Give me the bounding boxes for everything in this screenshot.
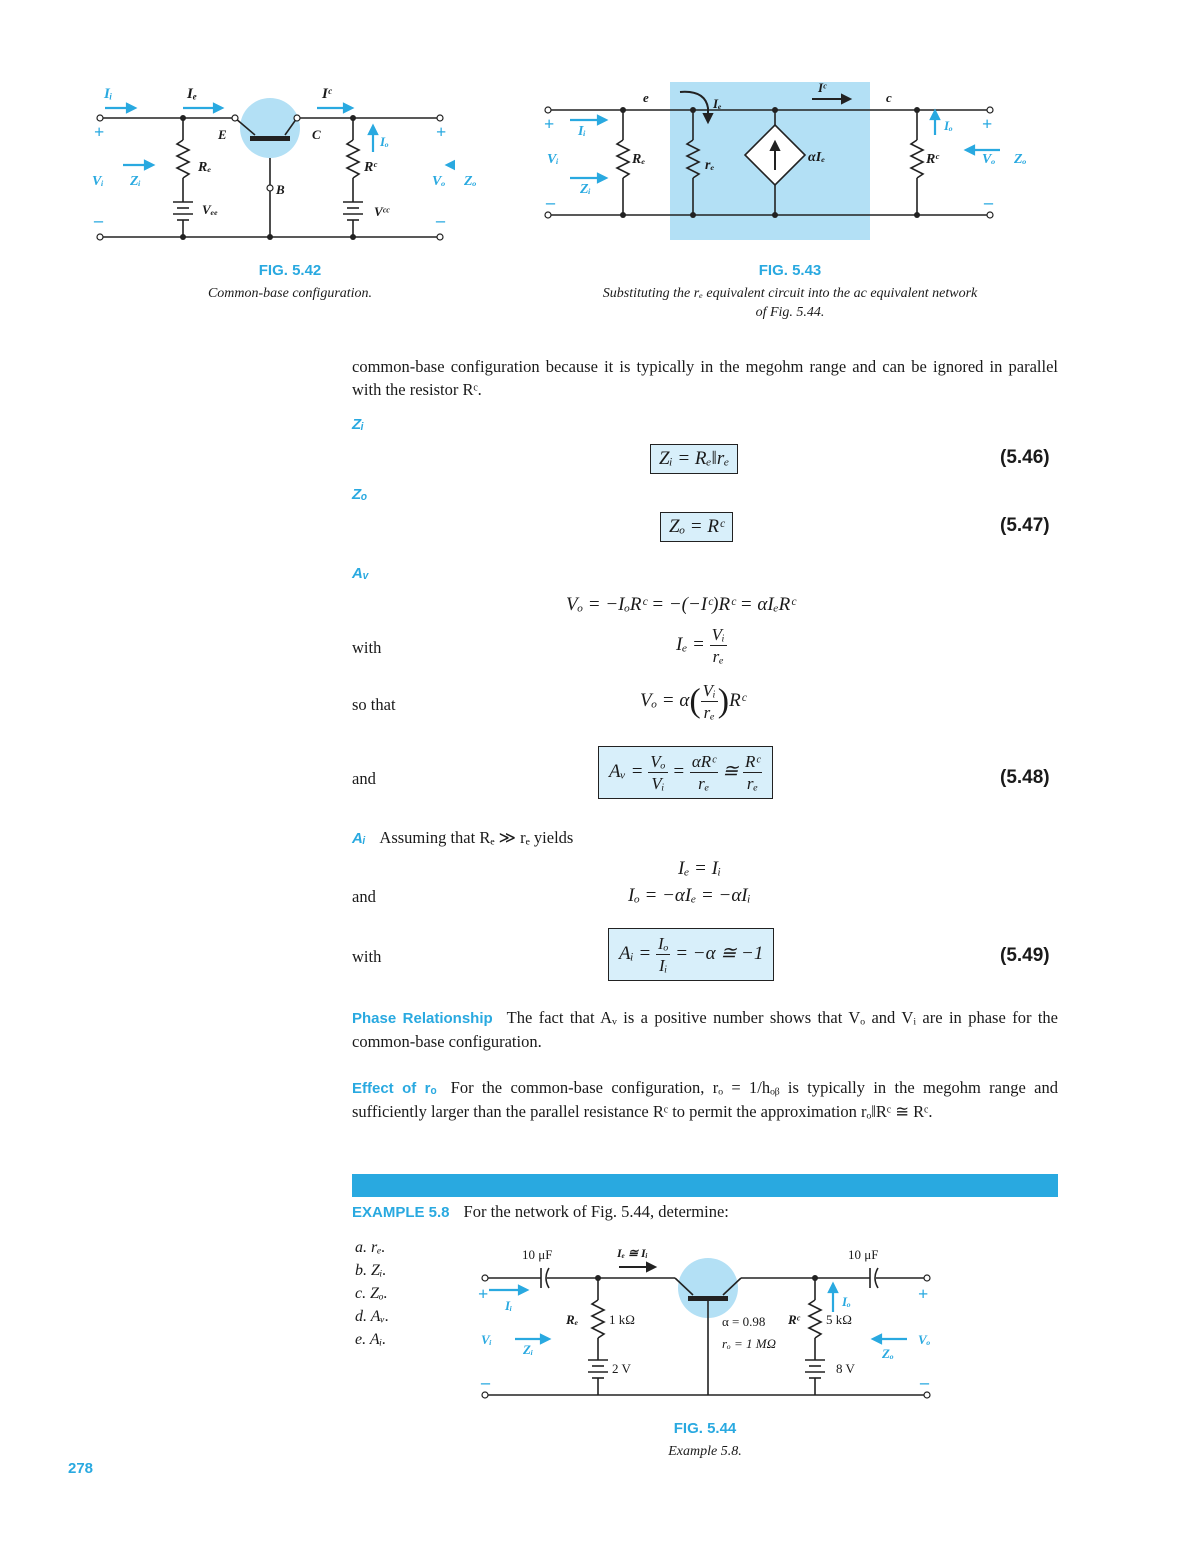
eq-5-48-number: (5.48) [1000,767,1050,788]
ai-line [352,828,573,848]
fig-5-42-re: Rₑ [198,160,212,175]
fig-5-43-e-label: e [643,90,649,105]
part-a: a. rₑ. [355,1239,386,1256]
zi-equation: Zᵢ = Rₑ‖rₑ [650,444,738,474]
phase-text: The fact that Aᵥ is a positive number shows that Vₒ and Vᵢ are in phase for the common-base configuration. [352,1008,1058,1051]
fig-5-44-ro: rₒ = 1 MΩ [722,1336,777,1351]
fig-5-44-diagram [475,1250,945,1415]
fig-5-44-io: Iₒ [842,1294,851,1309]
fig-5-43-re: Rₑ [632,152,646,167]
zi-heading: Zᵢ [352,416,364,433]
phase-paragraph [352,1006,1058,1053]
fig-5-43-vo: Vₒ [982,152,996,167]
fig-5-42-rc: Rᶜ [364,160,377,175]
effect-heading: Effect of rₒ [352,1080,437,1097]
part-d: d. Aᵥ. [355,1308,389,1325]
effect-text: For the common-base configuration, rₒ = 1/hₒᵦ is typically in the megohm range and sufficiently larger than the parallel resistance Rᶜ to permit the approximation rₒ‖Rᶜ ≅ Rᶜ. [352,1078,1058,1121]
fig-5-44-ii: Iᵢ [505,1298,513,1313]
av-frac-2-den: rₑ [698,774,710,793]
fig-5-43-alpha-ie: αIₑ [808,150,826,165]
av-equation-2 [676,624,727,667]
fig-5-44-zo: Zₒ [882,1346,894,1361]
eq3-fraction [701,680,718,723]
av-and-label: and [352,769,376,788]
fig-5-42-zo: Zₒ [464,174,477,189]
part-e: e. Aᵢ. [355,1331,387,1348]
ai-text: Assuming that Rₑ ≫ rₑ yields [379,828,574,847]
fig-5-44-ie-approx: Iₑ ≅ Iᵢ [617,1246,648,1260]
example-prompt: For the network of Fig. 5.44, determine: [463,1202,729,1221]
phase-heading: Phase Relationship [352,1010,493,1027]
fig-5-42-minus-right: – [436,210,445,230]
fig-5-44-minus-right: – [920,1372,929,1392]
example-parts [355,1236,389,1351]
page-number: 278 [68,1460,94,1477]
eq3-num: Vᵢ [702,681,716,700]
fig-5-44-re: Rₑ [566,1312,579,1327]
av-equation-3: Vₒ = α( $\frac{\text{Vᵢ}}{\text{rₑ}}$ )Rᶜ [640,681,746,722]
example-label: EXAMPLE 5.8 [352,1204,450,1221]
fig-5-44-caption: Example 5.8. [668,1444,742,1459]
eq2-den: rₑ [712,647,724,666]
fig-5-42-i-c: Iᶜ [322,86,332,102]
eq3-den: rₑ [703,703,715,722]
fig-5-43-c-label: c [886,90,892,105]
fig-5-43-io: Iₒ [944,118,953,133]
zo-equation: Zₒ = Rᶜ [660,512,733,542]
av-frac-3-den: rₑ [746,774,758,793]
av-heading: Aᵥ [352,565,369,582]
fig-5-42-io: Iₒ [380,134,389,149]
fig-5-44-re-val: 1 kΩ [609,1312,635,1327]
av-equation-1: Vₒ = −IₒRᶜ = −(−Iᶜ)Rᶜ = αIₑRᶜ [566,594,796,615]
fig-5-42-diagram [85,80,455,250]
fig-5-44-rc: Rᶜ [788,1312,800,1327]
example-header [352,1202,729,1222]
fig-5-43-plus-left: + [544,114,555,134]
av-frac-1 [648,751,667,794]
fig-5-44-plus-left: + [478,1284,489,1304]
eq-5-46-number: (5.46) [1000,447,1050,468]
ai-and-label: and [352,887,376,906]
fig-5-44-zi: Zᵢ [523,1342,534,1357]
av-frac-1-den: Vᵢ [651,774,665,793]
fig-5-43-zo: Zₒ [1014,152,1027,167]
fig-5-43-ii: Iᵢ [578,124,586,139]
fig-5-44-alpha: α = 0.98 [722,1314,766,1329]
fig-5-42-caption: Common-base configuration. [207,286,373,301]
ai-equation-3 [608,928,774,981]
ai-rhs: = −α ≅ −1 [675,942,764,964]
fig-5-43-minus-left: – [546,192,555,212]
fig-5-42-i-e: Iₑ [187,86,197,102]
fig-5-42-plus-left: + [94,122,105,142]
fig-5-43-plus-right: + [982,114,993,134]
av-frac-2 [690,751,718,794]
fig-5-42-c-label: C [312,127,321,142]
fig-5-42-zi: Zᵢ [130,174,141,189]
fig-5-44-vee: 2 V [612,1361,631,1376]
fig-5-43-caption-line1: Substituting the rₑ equivalent circuit into the ac equivalent network [602,286,978,301]
fig-5-44-minus-left: – [481,1372,490,1392]
ai-frac-num: Iₒ [657,934,669,953]
part-b: b. Zᵢ. [355,1262,387,1279]
effect-paragraph [352,1076,1058,1123]
fig-5-42-b-label: B [276,182,285,197]
fig-5-42-e-label: E [218,127,227,142]
fig-5-42-vi: Vᵢ [92,174,104,189]
ai-lhs: Aᵢ = [619,942,652,964]
eq2-num: Vᵢ [711,625,725,644]
example-banner [352,1174,1058,1197]
fig-5-43-zi: Zᵢ [580,182,591,197]
fig-5-42-vo: Vₒ [432,174,446,189]
fig-5-43-ic: Iᶜ [818,80,827,95]
fig-5-42-minus-left: – [94,210,103,230]
fig-5-42-vcc: Vᶜᶜ [374,204,390,219]
fig-5-42-i-i: Iᵢ [104,86,113,102]
av-with-label: with [352,638,382,657]
fig-5-42-vee: Vₑₑ [202,202,218,217]
av-frac-3 [743,751,762,794]
av-eq-sign: = [672,760,686,782]
fig-5-43-rc: Rᶜ [926,152,939,167]
fig-5-43-minus-right: – [984,192,993,212]
ai-heading: Aᵢ [352,830,366,847]
fig-5-43-re-small: rₑ [705,158,715,173]
fig-5-44-cap1: 10 μF [522,1247,553,1262]
fig-5-42-plus-right: + [436,122,447,142]
fig-5-44-vo: Vₒ [918,1332,931,1347]
intro-paragraph: common-base configuration because it is typically in the megohm range and can be ignored in parallel with the resistor Rᶜ. [352,357,1058,399]
ai-fraction [656,933,671,976]
av-frac-2-num: αRᶜ [691,752,716,771]
av-lhs: Aᵥ = [609,760,644,782]
eq3-lhs: Vₒ = α [640,689,690,711]
fig-5-43-caption-line2: of Fig. 5.44. [755,305,825,320]
fig-5-44-vcc: 8 V [836,1361,855,1376]
fig-5-44-rc-val: 5 kΩ [826,1312,852,1327]
av-equation-4 [598,746,773,799]
av-approx: ≅ [722,760,739,782]
fig-5-43-vi: Vᵢ [547,152,559,167]
fig-5-42-label: FIG. 5.42 [258,262,322,279]
fig-5-43-ie: Iₑ [713,96,722,111]
eq2-lhs: Iₑ = [676,633,705,655]
av-frac-1-num: Vₒ [650,752,666,771]
eq3-rhs: Rᶜ [729,689,746,711]
fig-5-44-vi: Vᵢ [481,1332,492,1347]
fig-5-44-plus-right: + [918,1284,929,1304]
fig-5-44-label: FIG. 5.44 [673,1420,737,1437]
fig-5-44-cap2: 10 μF [848,1247,879,1262]
fig-5-43-label: FIG. 5.43 [758,262,822,279]
av-so-that-label: so that [352,695,396,714]
ai-equation-2: Iₒ = −αIₑ = −αIᵢ [628,885,751,906]
ai-equation-1: Iₑ = Iᵢ [678,858,721,879]
ai-frac-den: Iᵢ [659,956,668,975]
zo-heading: Zₒ [352,486,368,503]
eq2-fraction [710,624,727,667]
part-c: c. Zₒ. [355,1285,388,1302]
av-frac-3-num: Rᶜ [745,752,760,771]
eq-5-47-number: (5.47) [1000,515,1050,536]
eq-5-49-number: (5.49) [1000,945,1050,966]
ai-with-label: with [352,947,382,966]
